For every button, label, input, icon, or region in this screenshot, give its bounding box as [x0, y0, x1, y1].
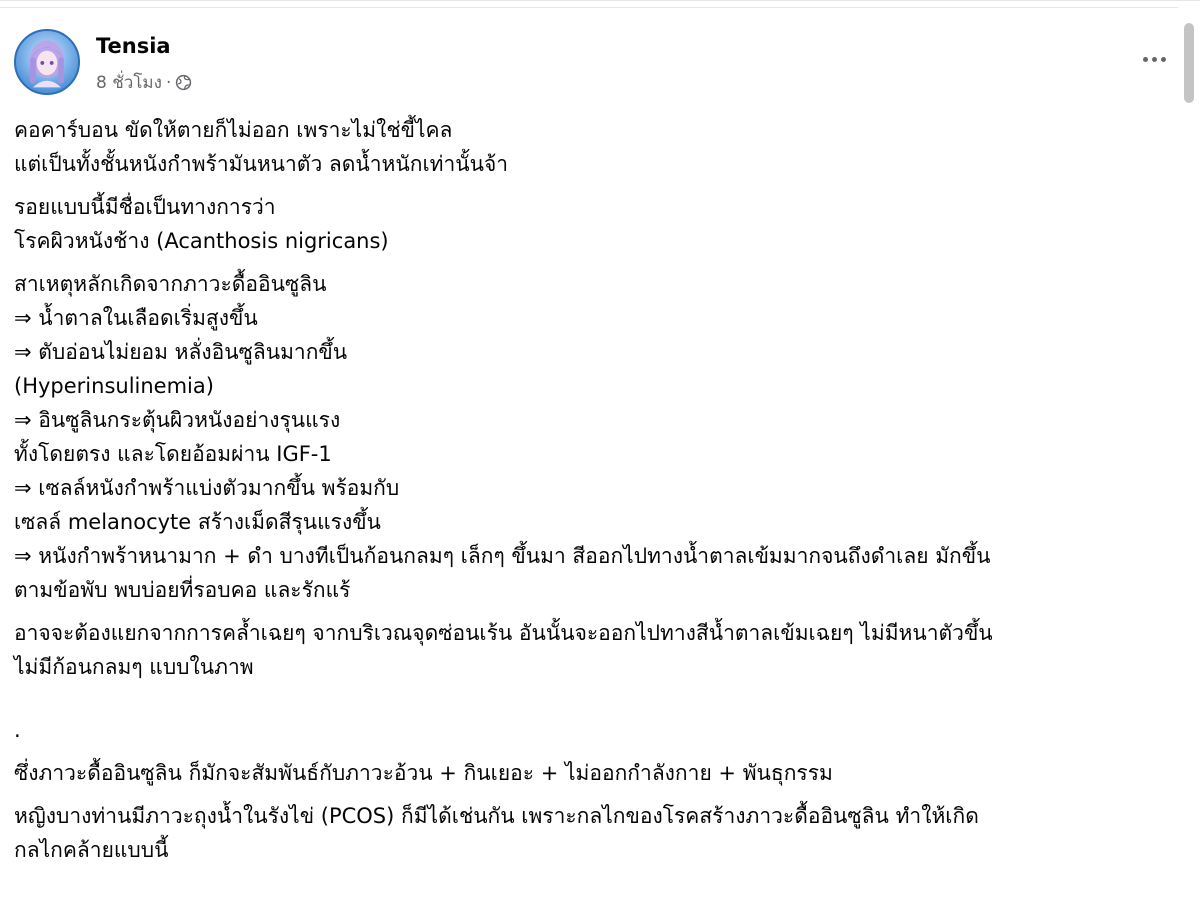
text-line: เซลล์ melanocyte สร้างเม็ดสีรุนแรงขึ้น — [14, 510, 381, 534]
text-line: ⇒ ตับอ่อนไม่ยอม หลั่งอินซูลินมากขึ้น — [14, 340, 348, 364]
text-line: โรคผิวหนังช้าง (Acanthosis nigricans) — [14, 229, 389, 253]
meta-separator: · — [165, 72, 172, 93]
text-line: . — [14, 718, 21, 742]
divider — [0, 7, 1178, 8]
text-line: อาจจะต้องแยกจากการคล้ำเฉยๆ จากบริเวณจุดซ่อนเร้น อันนั้นจะออกไปทางสีน้ำตาลเข้มเฉยๆ ไม่มีหนาตัวขึ้น — [14, 621, 993, 645]
paragraph-4 — [14, 616, 1164, 684]
text-line: ตามข้อพับ พบบ่อยที่รอบคอ และรักแร้ — [14, 578, 351, 602]
scrollbar-thumb[interactable] — [1184, 23, 1194, 103]
paragraph-2 — [14, 190, 1164, 258]
text-line: ⇒ เซลล์หนังกำพร้าแบ่งตัวมากขึ้น พร้อมกับ — [14, 476, 400, 500]
avatar-image — [16, 31, 78, 93]
globe-icon[interactable] — [175, 74, 192, 91]
paragraph-5 — [14, 713, 1164, 747]
post-time[interactable]: 8 ชั่วโมง — [96, 73, 162, 93]
avatar[interactable] — [14, 29, 80, 95]
text-line: สาเหตุหลักเกิดจากภาวะดื้ออินซูลิน — [14, 272, 327, 296]
text-line: ⇒ น้ำตาลในเลือดเริ่มสูงขึ้น — [14, 306, 258, 330]
more-options-button[interactable] — [1134, 47, 1174, 71]
text-line: กลไกคล้ายแบบนี้ — [14, 838, 169, 862]
text-line: (Hyperinsulinemia) — [14, 374, 214, 398]
text-line: ⇒ อินซูลินกระตุ้นผิวหนังอย่างรุนแรง — [14, 408, 341, 432]
text-line: หญิงบางท่านมีภาวะถุงน้ำในรังไข่ (PCOS) ก็มีได้เช่นกัน เพราะกลไกของโรคสร้างภาวะดื้ออินซูลิน ทำให้เกิด — [14, 804, 979, 828]
paragraph-7 — [14, 799, 1164, 867]
spacer — [14, 693, 1164, 713]
post-text — [14, 113, 1164, 876]
more-options-dot — [1152, 57, 1157, 62]
text-line: ไม่มีก้อนกลมๆ แบบในภาพ — [14, 655, 254, 679]
post-meta — [96, 69, 192, 96]
more-options-dot — [1161, 57, 1166, 62]
text-line: ทั้งโดยตรง และโดยอ้อมผ่าน IGF-1 — [14, 442, 332, 466]
text-line: ⇒ หนังกำพร้าหนามาก + ดำ บางทีเป็นก้อนกลมๆ เล็กๆ ขึ้นมา สีออกไปทางน้ำตาลเข้มมากจนถึงดำเลย มักขึ้น — [14, 544, 991, 568]
text-line: คอคาร์บอน ขัดให้ตายก็ไม่ออก เพราะไม่ใช่ขี้ไคล — [14, 118, 453, 142]
author-name[interactable]: Tensia — [96, 34, 171, 58]
text-line: ซึ่งภาวะดื้ออินซูลิน ก็มักจะสัมพันธ์กับภาวะอ้วน + กินเยอะ + ไม่ออกกำลังกาย + พันธุกรรม — [14, 761, 833, 785]
text-line: แต่เป็นทั้งชั้นหนังกำพร้ามันหนาตัว ลดน้ำหนักเท่านั้นจ้า — [14, 152, 509, 176]
more-options-icon — [1143, 57, 1148, 62]
post-header — [14, 29, 1174, 101]
text-line: รอยแบบนี้มีชื่อเป็นทางการว่า — [14, 195, 276, 219]
paragraph-1 — [14, 113, 1164, 181]
paragraph-3 — [14, 267, 1164, 607]
paragraph-6 — [14, 756, 1164, 790]
